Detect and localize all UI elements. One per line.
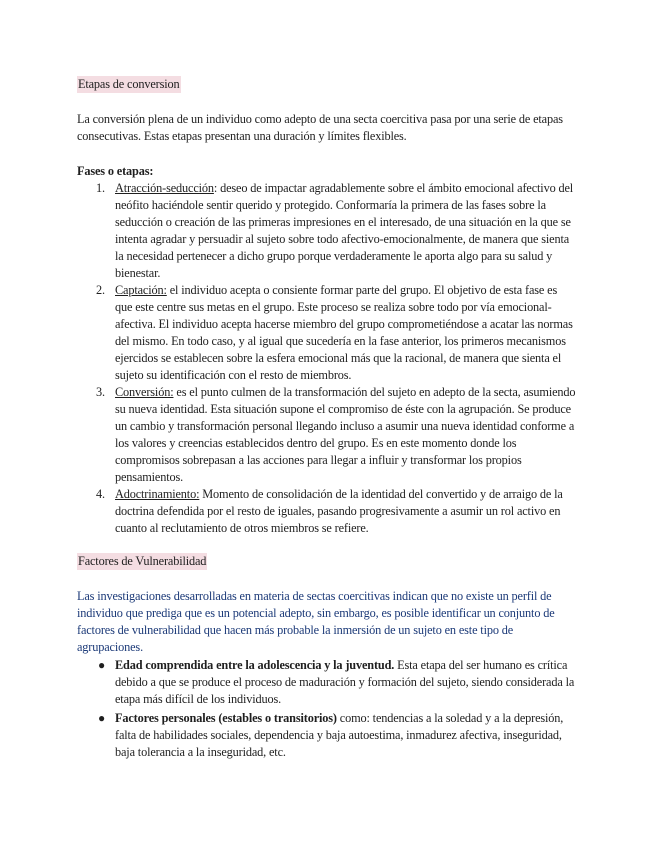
step-text: Momento de consolidación de la identidad del convertido y de arraigo de la doctrina defendida por el resto de iguales, pasando progresivamente a asumir un rol activo en cuanto al reclutamiento de otros miembros se refiere. bbox=[115, 487, 563, 535]
step-item bbox=[77, 180, 577, 282]
step-term: Captación: bbox=[115, 283, 167, 297]
step-number: 2. bbox=[96, 283, 105, 297]
step-item bbox=[77, 384, 577, 486]
factor-bold: Edad comprendida entre la adolescencia y la juventud. bbox=[115, 658, 395, 672]
step-item bbox=[77, 282, 577, 384]
step-number: 1. bbox=[96, 181, 105, 195]
step-number: 4. bbox=[96, 487, 105, 501]
steps-list bbox=[77, 180, 577, 537]
factor-item bbox=[77, 657, 577, 708]
step-term: Adoctrinamiento: bbox=[115, 487, 200, 501]
bullet-icon: ● bbox=[98, 711, 106, 725]
step-number: 3. bbox=[96, 385, 105, 399]
intro-paragraph: La conversión plena de un individuo como adepto de una secta coercitiva pasa por una serie de etapas consecutivas. Estas etapas presentan una duración y límites flexibles. bbox=[77, 112, 563, 143]
factor-item bbox=[77, 710, 577, 761]
factor-text: como: tendencias a la soledad y a la depresión, falta de habilidades sociales, dependencia y baja autoestima, inmadurez afectiva, inseguridad, baja tolerancia a la inseguridad, etc. bbox=[115, 711, 564, 759]
section-heading-etapas: Etapas de conversion bbox=[78, 77, 180, 91]
step-term: Conversión: bbox=[115, 385, 174, 399]
step-term: Atracción-seducción bbox=[115, 181, 214, 195]
step-text: el individuo acepta o consiente formar parte del grupo. El objetivo de esta fase es que este centre sus metas en el grupo. Este proceso se realiza sobre todo por vía emocional-afectiva. El individuo acepta hacerse miembro del grupo comprometiéndose a acatar las normas del mismo. En todo caso, y al igual que sucedería en la fase anterior, los primeros mecanismos ejercidos se establecen sobre la esfera emocional más que la racional, de manera que sienta el sujeto su identificación con el resto de miembros. bbox=[115, 283, 573, 382]
step-text: es el punto culmen de la transformación del sujeto en adepto de la secta, asumiendo su nueva identidad. Esta situación supone el compromiso de éste con la agrupación. Se produce un cambio y transformación personal llegando incluso a asumir una nueva identidad conforme a los valores y creencias establecidos dentro del grupo. Es en este momento donde los compromisos sobrepasan a las acciones para llegar a influir y transformar los propios pensamientos. bbox=[115, 385, 576, 484]
section-heading-factores: Factores de Vulnerabilidad bbox=[78, 554, 207, 568]
bullet-icon: ● bbox=[98, 658, 106, 672]
factors-list bbox=[77, 657, 577, 763]
fases-title: Fases o etapas: bbox=[77, 164, 154, 178]
factor-text: Esta etapa del ser humano es crítica debido a que se produce el proceso de maduración y formación del sujeto, siendo considerada la etapa más difícil de los individuos. bbox=[115, 658, 575, 706]
step-text: : deseo de impactar agradablemente sobre el ámbito emocional afectivo del neófito haciéndole sentir querido y protegido. Conformaría la primera de las fases sobre la seducción o creación de las primeras impresiones en el interesado, de una situación en la que se intenta agradar y persuadir al sujeto sobre todo afectivo-emocionalmente, de manera que sienta la necesidad pertenecer a dicho grupo porque verdaderamente le aporta algo para su salud y bienestar. bbox=[115, 181, 574, 280]
factor-bold: Factores personales (estables o transitorios) bbox=[115, 711, 337, 725]
step-item bbox=[77, 486, 577, 537]
factores-intro-paragraph: Las investigaciones desarrolladas en materia de sectas coercitivas indican que no existe un perfil de individuo que prediga que es un potencial adepto, sin embargo, es posible identificar un conjunto de factores de vulnerabilidad que hacen más probable la inmersión de un sujeto en este tipo de agrupaciones. bbox=[77, 589, 555, 654]
